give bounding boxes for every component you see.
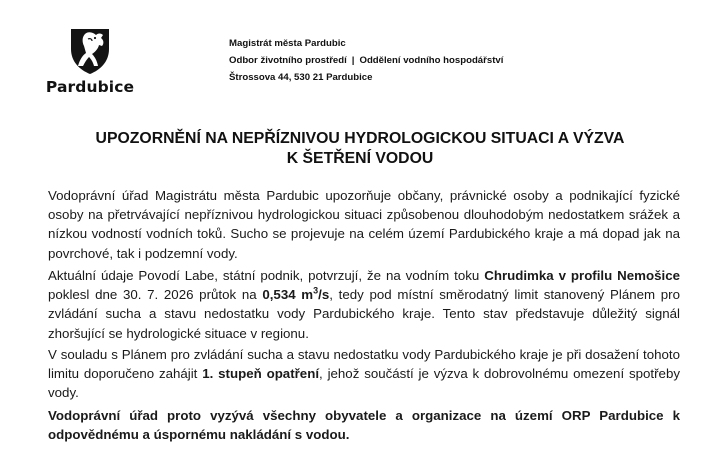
p2-flow-exponent: 3 [313, 285, 319, 296]
horse-shield-icon [68, 26, 112, 76]
sender-separator: | [351, 55, 355, 67]
sender-department-1: Odbor životního prostředí [229, 55, 347, 67]
paragraph-1: Vodoprávní úřad Magistrátu města Pardubic upozorňuje občany, právnické osoby a podnikající fyzické osoby na přetrvávající nepříznivou hydrologickou situaci způsobenou dlouhodobým nedostatkem srážek a nízkou vodností vodních toků. Sucho se projevuje na celém území Pardubického kraje a má dopad jak na povrchové, tak i podzemní vody. [48, 188, 680, 261]
p3-text-2: , jehož součástí je výzva k dobrovolnému omezení spotřeby vody. [48, 366, 680, 401]
paragraph-3 [48, 345, 680, 403]
p3-measure-level: 1. stupeň opatření [202, 366, 320, 382]
p2-flow-value [262, 287, 329, 302]
p2-river-profile: Chrudimka v profilu Nemošice [484, 268, 680, 283]
title-line-2: K ŠETŘENÍ VODOU [286, 150, 434, 167]
title-line-1: UPOZORNĚNÍ NA NEPŘÍZNIVOU HYDROLOGICKOU SITUACI A VÝZVA [95, 130, 625, 147]
sender-organization: Magistrát města Pardubic [229, 38, 346, 49]
p2-flow-number: 0,534 m [262, 287, 314, 303]
sender-department-2: Oddělení vodního hospodářství [359, 55, 504, 67]
sender-department-line [229, 52, 503, 69]
p2-flow-unit: /s [318, 287, 330, 303]
p2-text-1: Aktuální údaje Povodí Labe, státní podnik, potvrzují, že na vodním toku [48, 268, 485, 283]
paragraph-4-appeal: Vodoprávní úřad proto vyzývá všechny obyvatele a organizace na území ORP Pardubice k odpovědnému a úspornému nakládání s vodou. [48, 408, 680, 443]
sender-block [229, 35, 503, 87]
paragraph-2 [48, 266, 680, 343]
p2-text-2: poklesl dne 30. 7. 2026 průtok na [48, 287, 263, 303]
p3-text-1: V souladu s Plánem pro zvládání sucha a stavu nedostatku vody Pardubického kraje je při dosažení tohoto limitu doporučeno zahájit [48, 347, 680, 382]
p2-text-3: , tedy pod místní směrodatný limit stanovený Plánem pro zvládání sucha a stavu nedostatku vody Pardubického kraje. Tento stav představuje důležitý signál zhoršující se hydrologické situace v regionu. [48, 287, 681, 341]
sender-address: Štrossova 44, 530 21 Pardubice [229, 72, 373, 84]
logo-wordmark: Pardubice [45, 78, 135, 96]
pardubice-logo [40, 24, 140, 104]
document-title [40, 129, 680, 169]
